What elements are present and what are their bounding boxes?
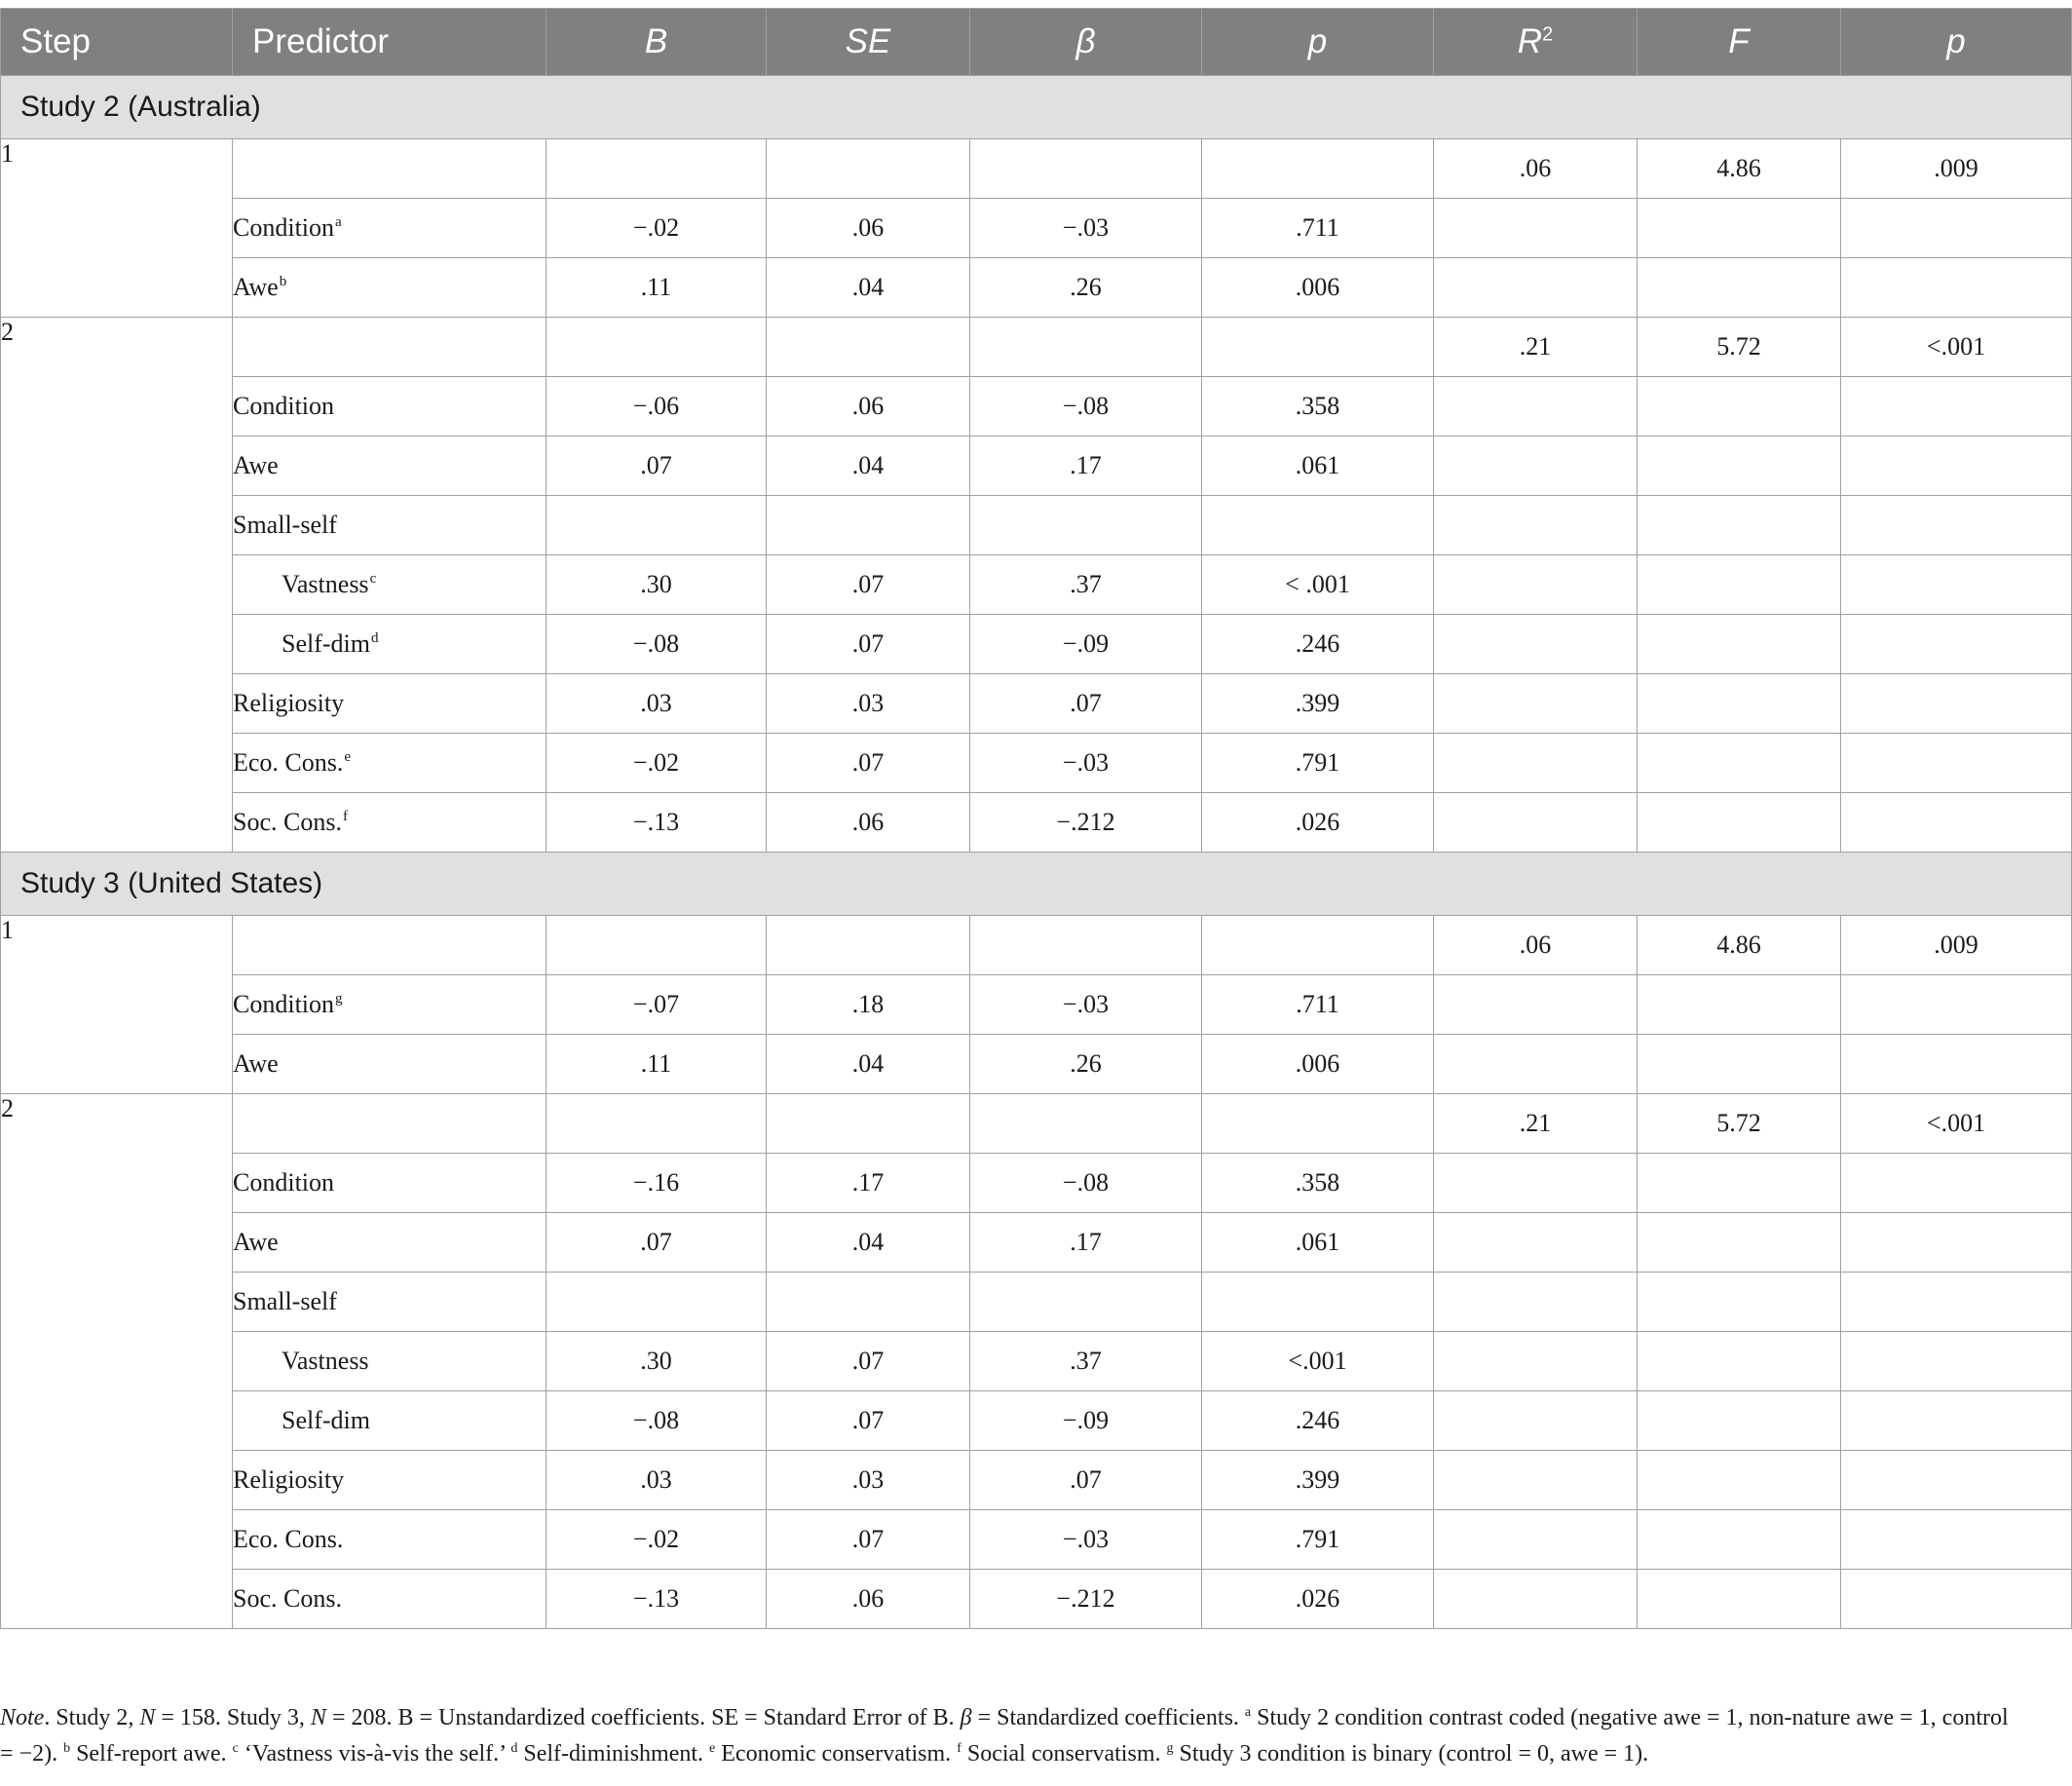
empty-cell	[1841, 496, 2072, 555]
header-p-model: p	[1841, 9, 2072, 76]
step-number: 1	[1, 916, 233, 1094]
empty-cell	[1841, 555, 2072, 615]
empty-cell	[1638, 615, 1841, 674]
empty-cell	[1638, 1570, 1841, 1629]
se-cell: .04	[767, 258, 970, 318]
p-cell: .358	[1202, 377, 1434, 437]
empty-cell	[1841, 674, 2072, 734]
se-cell: .07	[767, 615, 970, 674]
predictor-row	[1, 734, 2072, 793]
beta-cell: .07	[970, 674, 1202, 734]
se-cell: .04	[767, 437, 970, 496]
predictor-row	[1, 1273, 2072, 1332]
empty-cell	[1202, 318, 1434, 377]
footnote-marker: d	[371, 630, 379, 647]
note-segment: Social conservatism.	[961, 1741, 1167, 1767]
step-row	[1, 318, 2072, 377]
model-p-cell: <.001	[1841, 1094, 2072, 1154]
predictor-cell	[233, 793, 546, 853]
predictor-label: Condition	[233, 392, 335, 420]
empty-cell	[1841, 1154, 2072, 1213]
se-cell: .07	[767, 1391, 970, 1451]
predictor-label: Religiosity	[233, 1465, 345, 1494]
note-text	[0, 1705, 2009, 1767]
p-cell: < .001	[1202, 555, 1434, 615]
empty-cell	[1434, 258, 1638, 318]
b-cell: −.13	[546, 1570, 767, 1629]
b-cell: .03	[546, 674, 767, 734]
empty-cell	[1638, 258, 1841, 318]
predictor-cell	[233, 1094, 546, 1154]
empty-cell	[1638, 1154, 1841, 1213]
predictor-cell	[233, 1213, 546, 1273]
empty-cell	[1434, 734, 1638, 793]
se-cell: .03	[767, 674, 970, 734]
empty-cell	[1638, 975, 1841, 1035]
predictor-cell	[233, 916, 546, 975]
note-footnote-marker: b	[63, 1741, 71, 1756]
note-segment: ‘Vastness vis-à-vis the self.’	[238, 1741, 511, 1767]
predictor-label: Self-dim	[282, 629, 370, 658]
empty-cell	[546, 1094, 767, 1154]
predictor-cell	[233, 1570, 546, 1629]
se-cell: .04	[767, 1035, 970, 1094]
empty-cell	[1638, 1213, 1841, 1273]
predictor-row	[1, 1035, 2072, 1094]
beta-cell: .07	[970, 1451, 1202, 1510]
note-segment: = 158. Study 3,	[155, 1705, 311, 1730]
note-segment: Self-diminishment.	[517, 1741, 710, 1767]
r2-cell: .21	[1434, 1094, 1638, 1154]
header-f: F	[1638, 9, 1841, 76]
empty-cell	[1434, 793, 1638, 853]
beta-cell: −.03	[970, 1510, 1202, 1570]
predictor-cell	[233, 674, 546, 734]
study-header-row	[1, 76, 2072, 139]
empty-cell	[1841, 1332, 2072, 1391]
header-row	[1, 9, 2072, 76]
p-cell: .006	[1202, 258, 1434, 318]
study-header-row	[1, 853, 2072, 916]
predictor-row	[1, 615, 2072, 674]
predictor-cell	[233, 1510, 546, 1570]
empty-cell	[1841, 1213, 2072, 1273]
note-footnote-marker: e	[709, 1741, 716, 1756]
predictor-label: Self-dim	[282, 1406, 370, 1434]
empty-cell	[1434, 437, 1638, 496]
empty-cell	[1638, 199, 1841, 258]
b-cell	[546, 1273, 767, 1332]
p-cell: .399	[1202, 1451, 1434, 1510]
predictor-label: Soc. Cons.	[233, 808, 342, 836]
beta-cell: −.03	[970, 975, 1202, 1035]
beta-cell: −.08	[970, 1154, 1202, 1213]
b-cell: .11	[546, 1035, 767, 1094]
predictor-label: Condition	[233, 990, 335, 1018]
predictor-row	[1, 555, 2072, 615]
p-cell	[1202, 1273, 1434, 1332]
regression-table	[0, 8, 2072, 1629]
step-row	[1, 916, 2072, 975]
header-r2-sup: 2	[1542, 23, 1554, 46]
step-number: 2	[1, 1094, 233, 1629]
empty-cell	[1434, 1451, 1638, 1510]
note-segment: Study 3 condition is binary (control = 0, awe = 1).	[1173, 1741, 1649, 1767]
predictor-row	[1, 199, 2072, 258]
predictor-label: Religiosity	[233, 689, 345, 717]
footnote-marker: f	[342, 809, 348, 825]
se-cell: .17	[767, 1154, 970, 1213]
empty-cell	[1841, 1510, 2072, 1570]
se-cell: .07	[767, 734, 970, 793]
b-cell: −.07	[546, 975, 767, 1035]
empty-cell	[1434, 1570, 1638, 1629]
p-cell: .246	[1202, 1391, 1434, 1451]
empty-cell	[1841, 793, 2072, 853]
empty-cell	[1841, 1273, 2072, 1332]
predictor-row	[1, 437, 2072, 496]
predictor-label: Vastness	[282, 1347, 369, 1375]
empty-cell	[1434, 1332, 1638, 1391]
empty-cell	[1638, 1332, 1841, 1391]
empty-cell	[1434, 674, 1638, 734]
f-cell: 5.72	[1638, 1094, 1841, 1154]
predictor-label: Small-self	[233, 511, 337, 539]
predictor-label: Soc. Cons.	[233, 1584, 342, 1613]
predictor-cell	[233, 496, 546, 555]
b-cell: −.08	[546, 1391, 767, 1451]
empty-cell	[1638, 555, 1841, 615]
p-cell: .711	[1202, 975, 1434, 1035]
r2-cell: .06	[1434, 916, 1638, 975]
predictor-cell	[233, 377, 546, 437]
predictor-cell	[233, 139, 546, 199]
se-cell: .18	[767, 975, 970, 1035]
se-cell: .06	[767, 377, 970, 437]
predictor-label: Awe	[233, 451, 279, 479]
beta-cell: −.03	[970, 199, 1202, 258]
footnote-marker: a	[335, 214, 342, 231]
empty-cell	[1434, 1273, 1638, 1332]
se-cell: .07	[767, 1510, 970, 1570]
se-cell: .07	[767, 1332, 970, 1391]
r2-cell: .06	[1434, 139, 1638, 199]
predictor-label: Eco. Cons.	[233, 748, 344, 777]
predictor-cell	[233, 199, 546, 258]
beta-cell: .26	[970, 1035, 1202, 1094]
p-cell: .711	[1202, 199, 1434, 258]
note-segment: Economic conservatism.	[715, 1741, 958, 1767]
p-cell: .026	[1202, 1570, 1434, 1629]
predictor-row	[1, 1451, 2072, 1510]
empty-cell	[546, 318, 767, 377]
empty-cell	[767, 318, 970, 377]
empty-cell	[1638, 1510, 1841, 1570]
empty-cell	[1841, 199, 2072, 258]
beta-cell	[970, 1273, 1202, 1332]
beta-cell: −.09	[970, 615, 1202, 674]
predictor-label: Condition	[233, 213, 335, 242]
f-cell: 4.86	[1638, 916, 1841, 975]
b-cell: −.02	[546, 199, 767, 258]
predictor-row	[1, 1570, 2072, 1629]
empty-cell	[1841, 437, 2072, 496]
beta-cell: −.09	[970, 1391, 1202, 1451]
se-cell	[767, 496, 970, 555]
empty-cell	[1841, 1451, 2072, 1510]
note-footnote-marker: g	[1166, 1741, 1174, 1756]
empty-cell	[1841, 258, 2072, 318]
f-cell: 5.72	[1638, 318, 1841, 377]
empty-cell	[1434, 615, 1638, 674]
table-note	[0, 1700, 2026, 1772]
r2-cell: .21	[1434, 318, 1638, 377]
empty-cell	[1638, 1273, 1841, 1332]
empty-cell	[1638, 1035, 1841, 1094]
empty-cell	[970, 1094, 1202, 1154]
note-footnote-marker: a	[1244, 1705, 1252, 1720]
p-cell: .358	[1202, 1154, 1434, 1213]
b-cell: −.02	[546, 734, 767, 793]
predictor-cell	[233, 1273, 546, 1332]
predictor-cell	[233, 437, 546, 496]
beta-cell: .17	[970, 1213, 1202, 1273]
empty-cell	[1841, 377, 2072, 437]
se-cell: .07	[767, 555, 970, 615]
step-row	[1, 1094, 2072, 1154]
header-r2-letter: R	[1517, 22, 1543, 60]
empty-cell	[1841, 1391, 2072, 1451]
empty-cell	[546, 916, 767, 975]
b-cell: −.16	[546, 1154, 767, 1213]
note-segment: = Standardized coefficients.	[971, 1705, 1245, 1730]
predictor-row	[1, 1510, 2072, 1570]
p-cell: .791	[1202, 734, 1434, 793]
se-cell: .03	[767, 1451, 970, 1510]
empty-cell	[1434, 1035, 1638, 1094]
b-cell: .03	[546, 1451, 767, 1510]
note-lead: Note	[0, 1705, 45, 1730]
empty-cell	[1841, 1570, 2072, 1629]
predictor-label: Small-self	[233, 1287, 337, 1315]
p-cell: .061	[1202, 1213, 1434, 1273]
predictor-cell	[233, 615, 546, 674]
empty-cell	[1434, 1154, 1638, 1213]
header-step: Step	[1, 9, 233, 76]
b-cell: −.06	[546, 377, 767, 437]
empty-cell	[767, 139, 970, 199]
beta-cell: .17	[970, 437, 1202, 496]
b-cell: .11	[546, 258, 767, 318]
se-cell: .06	[767, 1570, 970, 1629]
step-number: 1	[1, 139, 233, 318]
predictor-row	[1, 377, 2072, 437]
predictor-label: Awe	[233, 1228, 279, 1256]
empty-cell	[1202, 139, 1434, 199]
beta-cell: −.03	[970, 734, 1202, 793]
study-title: Study 3 (United States)	[1, 853, 2072, 916]
empty-cell	[1434, 496, 1638, 555]
header-b: B	[546, 9, 767, 76]
note-segment: Study 2 condition contrast coded (negative awe = 1, non-nature awe = 1, control = −2).	[0, 1705, 2009, 1767]
header-p: p	[1202, 9, 1434, 76]
empty-cell	[1841, 734, 2072, 793]
predictor-cell	[233, 1391, 546, 1451]
b-cell: −.13	[546, 793, 767, 853]
model-p-cell: .009	[1841, 916, 2072, 975]
empty-cell	[1434, 1391, 1638, 1451]
empty-cell	[1434, 1510, 1638, 1570]
model-p-cell: <.001	[1841, 318, 2072, 377]
beta-cell	[970, 496, 1202, 555]
predictor-row	[1, 975, 2072, 1035]
b-cell: −.08	[546, 615, 767, 674]
predictor-row	[1, 1391, 2072, 1451]
beta-cell: .37	[970, 1332, 1202, 1391]
b-cell: .07	[546, 1213, 767, 1273]
empty-cell	[970, 318, 1202, 377]
predictor-row	[1, 793, 2072, 853]
predictor-row	[1, 674, 2072, 734]
predictor-row	[1, 1154, 2072, 1213]
footnote-marker: c	[369, 571, 377, 588]
predictor-label: Vastness	[282, 570, 369, 598]
model-p-cell: .009	[1841, 139, 2072, 199]
note-segment: Self-report awe.	[70, 1741, 233, 1767]
predictor-cell	[233, 318, 546, 377]
empty-cell	[1638, 1391, 1841, 1451]
se-cell: .06	[767, 793, 970, 853]
step-row	[1, 139, 2072, 199]
note-footnote-marker: f	[957, 1741, 961, 1756]
empty-cell	[1638, 793, 1841, 853]
note-footnote-marker: d	[510, 1741, 518, 1756]
empty-cell	[1434, 555, 1638, 615]
note-segment: = 208. B = Unstandardized coefficients. SE = Standard Error of B.	[325, 1705, 961, 1730]
empty-cell	[1638, 496, 1841, 555]
header-se: SE	[767, 9, 970, 76]
empty-cell	[970, 139, 1202, 199]
b-cell: −.02	[546, 1510, 767, 1570]
table-body	[1, 76, 2072, 1629]
p-cell: .061	[1202, 437, 1434, 496]
empty-cell	[1434, 199, 1638, 258]
empty-cell	[1841, 1035, 2072, 1094]
empty-cell	[1638, 674, 1841, 734]
empty-cell	[1638, 1451, 1841, 1510]
predictor-cell	[233, 555, 546, 615]
empty-cell	[1434, 975, 1638, 1035]
empty-cell	[1638, 437, 1841, 496]
predictor-cell	[233, 975, 546, 1035]
empty-cell	[1841, 975, 2072, 1035]
predictor-label: Awe	[233, 273, 279, 301]
b-cell: .30	[546, 1332, 767, 1391]
header-r2	[1434, 9, 1638, 76]
predictor-row	[1, 1332, 2072, 1391]
note-segment: N	[139, 1705, 156, 1730]
p-cell: .026	[1202, 793, 1434, 853]
empty-cell	[1202, 1094, 1434, 1154]
footnote-marker: b	[279, 274, 287, 290]
step-number: 2	[1, 318, 233, 853]
se-cell: .04	[767, 1213, 970, 1273]
beta-cell: −.08	[970, 377, 1202, 437]
empty-cell	[1638, 734, 1841, 793]
predictor-label: Awe	[233, 1049, 279, 1078]
p-cell: <.001	[1202, 1332, 1434, 1391]
predictor-cell	[233, 1154, 546, 1213]
predictor-cell	[233, 1451, 546, 1510]
predictor-label: Eco. Cons.	[233, 1525, 344, 1553]
beta-cell: .37	[970, 555, 1202, 615]
study-title: Study 2 (Australia)	[1, 76, 2072, 139]
predictor-row	[1, 496, 2072, 555]
se-cell: .06	[767, 199, 970, 258]
empty-cell	[767, 1094, 970, 1154]
empty-cell	[1202, 916, 1434, 975]
header-predictor: Predictor	[233, 9, 546, 76]
p-cell: .246	[1202, 615, 1434, 674]
predictor-cell	[233, 1332, 546, 1391]
predictor-cell	[233, 1035, 546, 1094]
beta-cell: .26	[970, 258, 1202, 318]
empty-cell	[970, 916, 1202, 975]
header-beta: β	[970, 9, 1202, 76]
b-cell: .30	[546, 555, 767, 615]
note-segment: N	[310, 1705, 326, 1730]
beta-cell: −.212	[970, 1570, 1202, 1629]
empty-cell	[1841, 615, 2072, 674]
se-cell	[767, 1273, 970, 1332]
footnote-marker: e	[344, 749, 352, 766]
empty-cell	[546, 139, 767, 199]
predictor-cell	[233, 734, 546, 793]
predictor-label: Condition	[233, 1168, 335, 1197]
note-segment: . Study 2,	[44, 1705, 140, 1730]
p-cell	[1202, 496, 1434, 555]
empty-cell	[1434, 377, 1638, 437]
p-cell: .791	[1202, 1510, 1434, 1570]
predictor-cell	[233, 258, 546, 318]
note-segment: β	[960, 1705, 972, 1730]
b-cell: .07	[546, 437, 767, 496]
p-cell: .006	[1202, 1035, 1434, 1094]
empty-cell	[1638, 377, 1841, 437]
p-cell: .399	[1202, 674, 1434, 734]
beta-cell: −.212	[970, 793, 1202, 853]
footnote-marker: g	[335, 991, 343, 1007]
predictor-row	[1, 1213, 2072, 1273]
f-cell: 4.86	[1638, 139, 1841, 199]
empty-cell	[767, 916, 970, 975]
predictor-row	[1, 258, 2072, 318]
note-footnote-marker: c	[232, 1741, 239, 1756]
empty-cell	[1434, 1213, 1638, 1273]
b-cell	[546, 496, 767, 555]
